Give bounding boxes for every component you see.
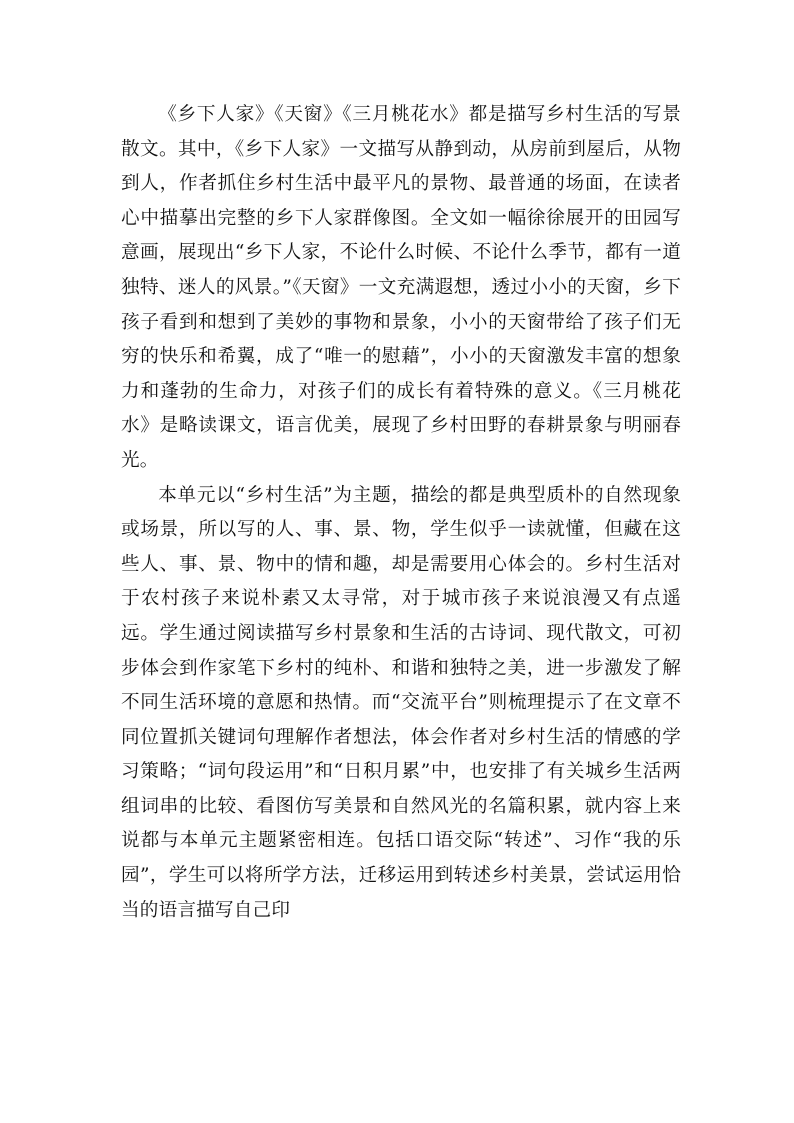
paragraph-1: 《乡下人家》《天窗》《三月桃花水》都是描写乡村生活的写景散文。其中，《乡下人家》一文描写从静到动，从房前到屋后，从物到人，作者抓住乡村生活中最平凡的景物、最普通的场面，在读者心中描摹出完整的乡下人家群像图。全文如一幅徐徐展开的田园写意画，展现出“乡下人家，不论什么时候、不论什么季节，都有一道独特、迷人的风景。”《天窗》一文充满遐想，透过小小的天窗，乡下孩子看到和想到了美妙的事物和景象，小小的天窗带给了孩子们无穷的快乐和希翼，成了“唯一的慰藉”，小小的天窗激发丰富的想象力和蓬勃的生命力，对孩子们的成长有着特殊的意义。《三月桃花水》是略读课文，语言优美，展现了乡村田野的春耕景象与明丽春光。 xyxy=(121,104,681,471)
paragraph-2: 本单元以“乡村生活”为主题，描绘的都是典型质朴的自然现象或场景，所以写的人、事、景、物，学生似乎一读就懂，但藏在这些人、事、景、物中的情和趣，却是需要用心体会的。乡村生活对于农村孩子来说朴素又太寻常，对于城市孩子来说浪漫又有点遥远。学生通过阅读描写乡村景象和生活的古诗词、现代散文，可初步体会到作家笔下乡村的纯朴、和谐和独特之美，进一步激发了解不同生活环境的意愿和热情。而“交流平台”则梳理提示了在文章不同位置抓关键词句理解作者想法，体会作者对乡村生活的情感的学习策略；“词句段运用”和“日积月累”中，也安排了有关城乡生活两组词串的比较、看图仿写美景和自然风光的名篇积累，就内容上来说都与本单元主题紧密相连。包括口语交际“转述”、习作“我的乐园”，学生可以将所学方法，迁移运用到转述乡村美景，尝试运用恰当的语言描写自己印 xyxy=(121,484,681,921)
document-body xyxy=(121,98,681,928)
